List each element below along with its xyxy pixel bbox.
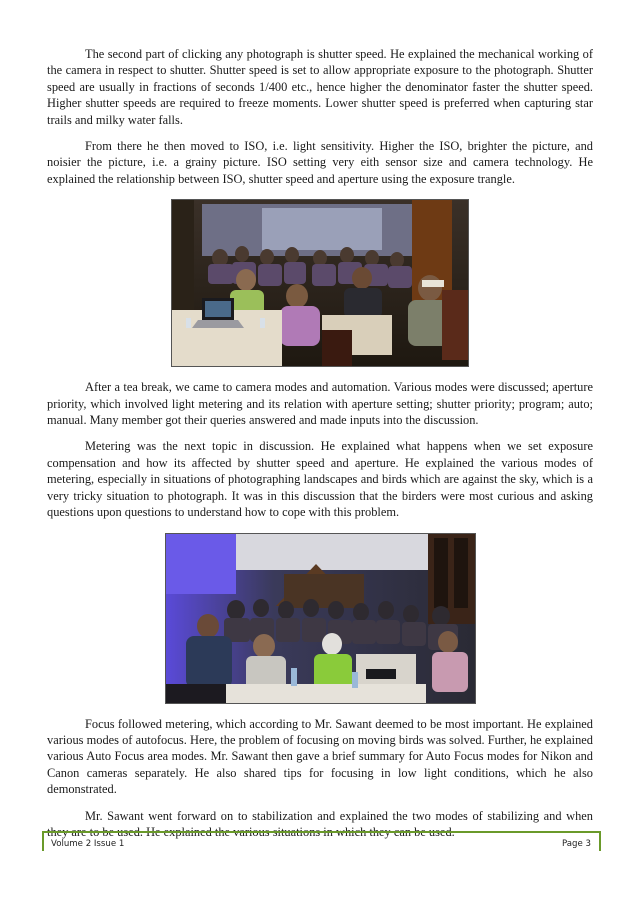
paragraph-camera-modes: After a tea break, we came to camera modes and automation. Various modes were discussed; aperture priority, which involved light metering and its relation with aperture setting; shutter priority; program; auto; manual. Many member got their queries answered and made inputs into the discussion.	[47, 380, 593, 428]
workshop-photo-1-image	[172, 200, 468, 366]
workshop-photo-2	[165, 533, 476, 704]
paragraph-focus: Focus followed metering, which according to Mr. Sawant deemed to be most important. He explained various modes of autofocus. Here, the problem of focusing on moving birds was solved. Further, he explained various Auto Focus area modes. Mr. Sawant then gave a brief summary for Auto Focus modes for Nikon and Canon cameras separately. He also shared tips for focusing in low light conditions, which he also demonstrated.	[47, 716, 593, 797]
workshop-photo-1	[171, 199, 469, 367]
page-footer	[42, 831, 601, 851]
footer-page-number: Page 3	[561, 839, 591, 849]
paragraph-metering: Metering was the next topic in discussion. He explained what happens when we set exposure compensation and how its affected by shutter speed and aperture. He explained the various modes of metering, especially in situations of photographing landscapes and birds which are against the sky, which is a very tricky situation to photograph. It was in this discussion that the birders were most curious and asking questions upon questions to understand how to cope with this problem.	[47, 439, 593, 520]
paragraph-iso: From there he then moved to ISO, i.e. light sensitivity. Higher the ISO, brighter the picture, and noisier the picture, i.e. a grainy picture. ISO setting very eith sensor size and camera technology. He explained the relationship between ISO, shutter speed and aperture using the exposure trangle.	[47, 139, 593, 186]
page-body	[47, 46, 593, 850]
paragraph-shutter-speed: The second part of clicking any photograph is shutter speed. He explained the mechanical working of the camera in respect to shutter. Shutter speed is set to allow appropriate exposure to the photograph. Shutter speed are usually in fractions of seconds 1/400 etc., hence higher the denominator faster the shutter speed. Higher shutter speeds are required to freeze moments. Lower shutter speed is preferred when capturing star trails and milky water falls.	[47, 47, 593, 127]
workshop-photo-2-image	[166, 534, 475, 703]
paragraph-stabilization: Mr. Sawant went forward on to stabilization and explained the two modes of stabilizing and when they are to be used. He explained the various situations in which they can be used.	[47, 808, 593, 839]
footer-issue: Volume 2 Issue 1	[51, 839, 125, 849]
